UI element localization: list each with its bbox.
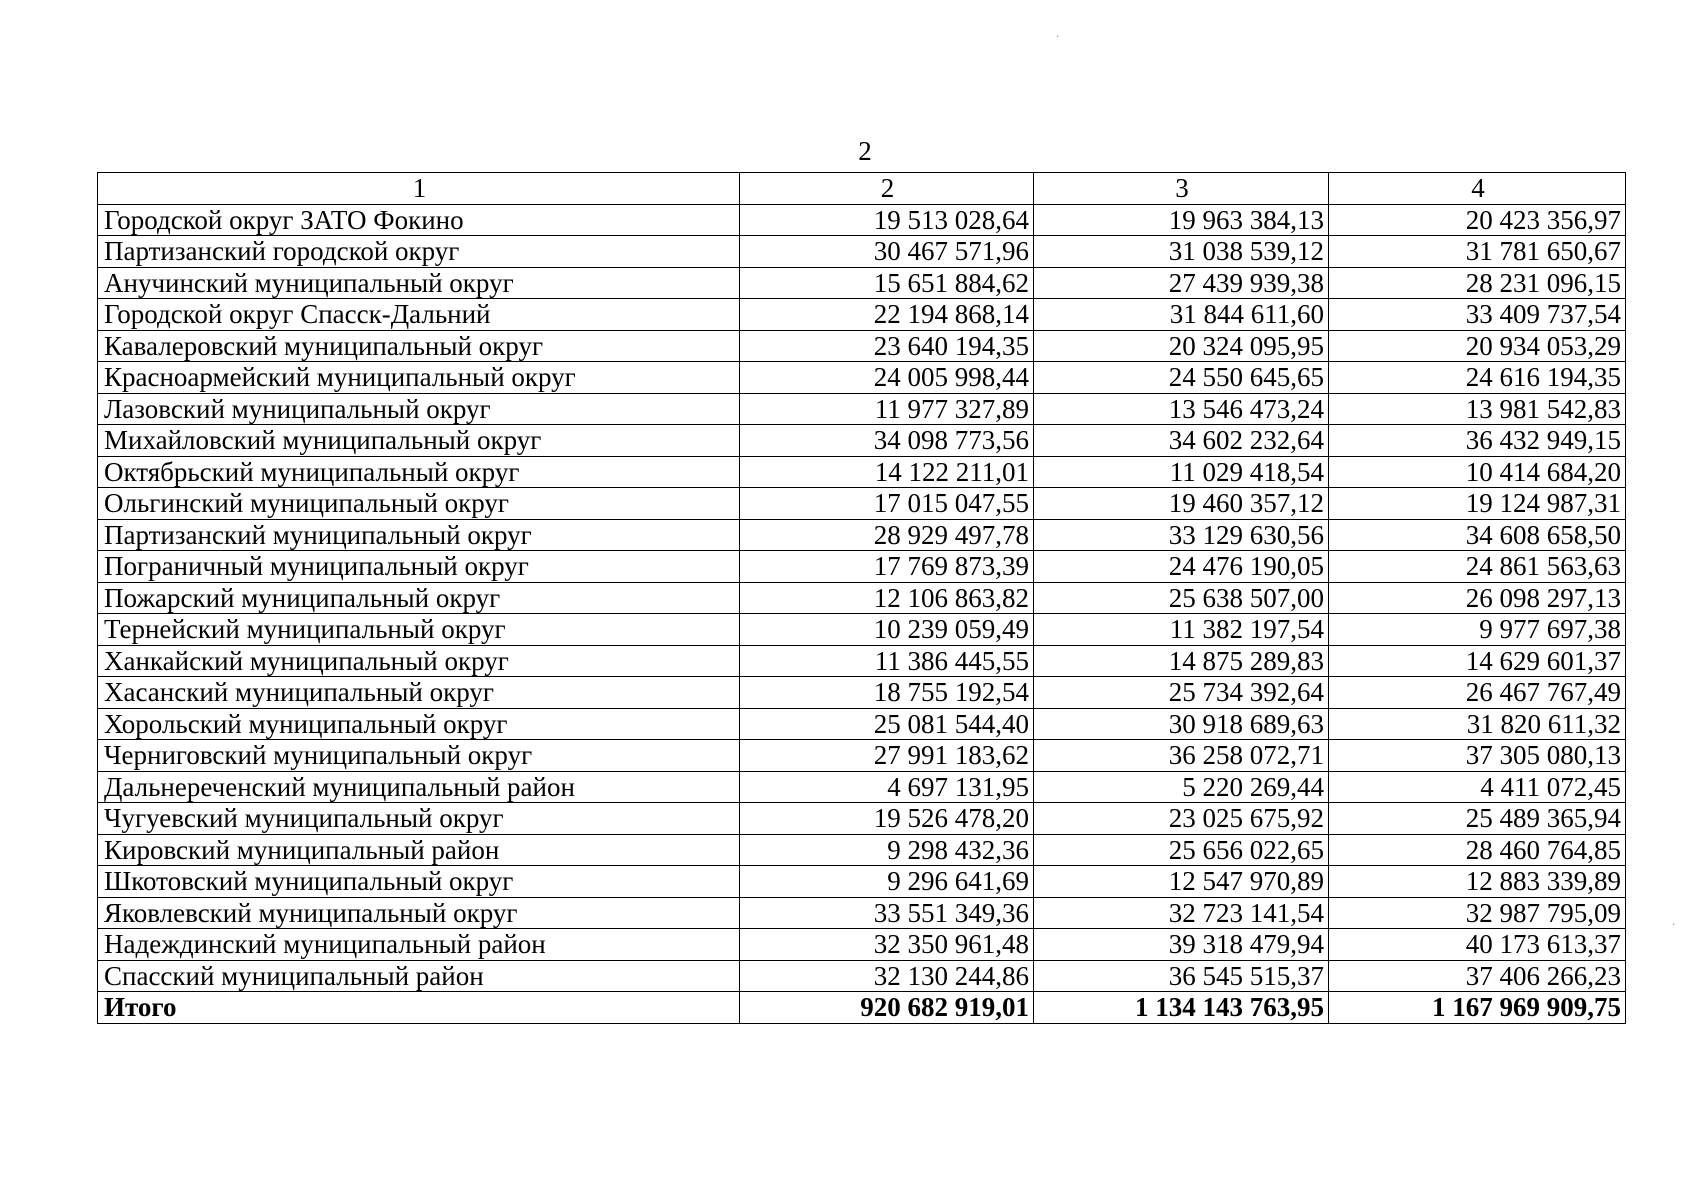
column-2-value-cell: 10 239 059,49 xyxy=(740,614,1034,646)
table-row xyxy=(98,488,1626,520)
district-name-cell: Шкотовский муниципальный округ xyxy=(98,866,740,898)
table-row xyxy=(98,299,1626,331)
scan-speck: · xyxy=(1672,920,1676,931)
total-row xyxy=(98,992,1626,1024)
column-2-value-cell: 25 081 544,40 xyxy=(740,708,1034,740)
column-3-value-cell: 23 025 675,92 xyxy=(1034,803,1329,835)
column-3-value-cell: 1 134 143 763,95 xyxy=(1034,992,1329,1024)
table-header-row xyxy=(98,173,1626,205)
column-3-value-cell: 34 602 232,64 xyxy=(1034,425,1329,457)
table-row xyxy=(98,582,1626,614)
column-3-value-cell: 24 550 645,65 xyxy=(1034,362,1329,394)
column-4-value-cell: 13 981 542,83 xyxy=(1329,393,1626,425)
column-3-value-cell: 11 029 418,54 xyxy=(1034,456,1329,488)
district-name-cell: Надеждинский муниципальный район xyxy=(98,929,740,961)
column-3-value-cell: 24 476 190,05 xyxy=(1034,551,1329,583)
table-row xyxy=(98,614,1626,646)
table-row xyxy=(98,456,1626,488)
column-4-value-cell: 26 467 767,49 xyxy=(1329,677,1626,709)
column-2-value-cell: 28 929 497,78 xyxy=(740,519,1034,551)
column-4-value-cell: 9 977 697,38 xyxy=(1329,614,1626,646)
column-4-value-cell: 1 167 969 909,75 xyxy=(1329,992,1626,1024)
district-name-cell: Черниговский муниципальный округ xyxy=(98,740,740,772)
district-name-cell: Пограничный муниципальный округ xyxy=(98,551,740,583)
column-4-value-cell: 37 305 080,13 xyxy=(1329,740,1626,772)
district-name-cell: Михайловский муниципальный округ xyxy=(98,425,740,457)
column-3-value-cell: 11 382 197,54 xyxy=(1034,614,1329,646)
column-4-value-cell: 33 409 737,54 xyxy=(1329,299,1626,331)
scan-speck: · xyxy=(1056,32,1060,43)
table-row xyxy=(98,740,1626,772)
column-2-value-cell: 33 551 349,36 xyxy=(740,897,1034,929)
column-3-value-cell: 27 439 939,38 xyxy=(1034,267,1329,299)
district-name-cell: Лазовский муниципальный округ xyxy=(98,393,740,425)
data-table xyxy=(97,172,1626,1024)
district-name-cell: Анучинский муниципальный округ xyxy=(98,267,740,299)
table-row xyxy=(98,393,1626,425)
column-3-value-cell: 31 844 611,60 xyxy=(1034,299,1329,331)
table-row xyxy=(98,204,1626,236)
district-name-cell: Дальнереченский муниципальный район xyxy=(98,771,740,803)
district-name-cell: Кировский муниципальный район xyxy=(98,834,740,866)
table-row xyxy=(98,267,1626,299)
column-2-value-cell: 17 769 873,39 xyxy=(740,551,1034,583)
column-2-value-cell: 24 005 998,44 xyxy=(740,362,1034,394)
column-2-value-cell: 19 513 028,64 xyxy=(740,204,1034,236)
column-3-value-cell: 25 656 022,65 xyxy=(1034,834,1329,866)
column-2-value-cell: 14 122 211,01 xyxy=(740,456,1034,488)
column-3-value-cell: 13 546 473,24 xyxy=(1034,393,1329,425)
column-2-value-cell: 9 296 641,69 xyxy=(740,866,1034,898)
column-header: 2 xyxy=(740,173,1034,205)
page-number: 2 xyxy=(858,136,872,166)
column-4-value-cell: 40 173 613,37 xyxy=(1329,929,1626,961)
column-3-value-cell: 19 460 357,12 xyxy=(1034,488,1329,520)
column-4-value-cell: 37 406 266,23 xyxy=(1329,960,1626,992)
column-3-value-cell: 19 963 384,13 xyxy=(1034,204,1329,236)
column-4-value-cell: 31 781 650,67 xyxy=(1329,236,1626,268)
district-name-cell: Спасский муниципальный район xyxy=(98,960,740,992)
column-4-value-cell: 25 489 365,94 xyxy=(1329,803,1626,835)
district-name-cell: Партизанский муниципальный округ xyxy=(98,519,740,551)
district-name-cell: Ханкайский муниципальный округ xyxy=(98,645,740,677)
column-4-value-cell: 34 608 658,50 xyxy=(1329,519,1626,551)
table-row xyxy=(98,803,1626,835)
table-row xyxy=(98,834,1626,866)
district-name-cell: Итого xyxy=(98,992,740,1024)
table-row xyxy=(98,960,1626,992)
column-2-value-cell: 32 130 244,86 xyxy=(740,960,1034,992)
column-4-value-cell: 19 124 987,31 xyxy=(1329,488,1626,520)
table-row xyxy=(98,708,1626,740)
column-3-value-cell: 30 918 689,63 xyxy=(1034,708,1329,740)
column-2-value-cell: 11 977 327,89 xyxy=(740,393,1034,425)
column-3-value-cell: 36 258 072,71 xyxy=(1034,740,1329,772)
column-3-value-cell: 12 547 970,89 xyxy=(1034,866,1329,898)
column-2-value-cell: 34 098 773,56 xyxy=(740,425,1034,457)
column-4-value-cell: 31 820 611,32 xyxy=(1329,708,1626,740)
column-2-value-cell: 15 651 884,62 xyxy=(740,267,1034,299)
column-3-value-cell: 5 220 269,44 xyxy=(1034,771,1329,803)
column-3-value-cell: 36 545 515,37 xyxy=(1034,960,1329,992)
column-4-value-cell: 26 098 297,13 xyxy=(1329,582,1626,614)
column-2-value-cell: 19 526 478,20 xyxy=(740,803,1034,835)
column-2-value-cell: 11 386 445,55 xyxy=(740,645,1034,677)
column-2-value-cell: 23 640 194,35 xyxy=(740,330,1034,362)
column-4-value-cell: 12 883 339,89 xyxy=(1329,866,1626,898)
table-row xyxy=(98,236,1626,268)
column-2-value-cell: 12 106 863,82 xyxy=(740,582,1034,614)
column-2-value-cell: 9 298 432,36 xyxy=(740,834,1034,866)
table-row xyxy=(98,771,1626,803)
column-4-value-cell: 36 432 949,15 xyxy=(1329,425,1626,457)
district-name-cell: Партизанский городской округ xyxy=(98,236,740,268)
column-3-value-cell: 20 324 095,95 xyxy=(1034,330,1329,362)
column-4-value-cell: 20 934 053,29 xyxy=(1329,330,1626,362)
table-row xyxy=(98,677,1626,709)
column-2-value-cell: 22 194 868,14 xyxy=(740,299,1034,331)
table-row xyxy=(98,645,1626,677)
column-2-value-cell: 32 350 961,48 xyxy=(740,929,1034,961)
district-name-cell: Кавалеровский муниципальный округ xyxy=(98,330,740,362)
column-2-value-cell: 920 682 919,01 xyxy=(740,992,1034,1024)
column-3-value-cell: 25 734 392,64 xyxy=(1034,677,1329,709)
column-4-value-cell: 4 411 072,45 xyxy=(1329,771,1626,803)
district-name-cell: Чугуевский муниципальный округ xyxy=(98,803,740,835)
district-name-cell: Хорольский муниципальный округ xyxy=(98,708,740,740)
district-name-cell: Октябрьский муниципальный округ xyxy=(98,456,740,488)
column-header: 4 xyxy=(1329,173,1626,205)
district-name-cell: Тернейский муниципальный округ xyxy=(98,614,740,646)
column-3-value-cell: 32 723 141,54 xyxy=(1034,897,1329,929)
district-name-cell: Красноармейский муниципальный округ xyxy=(98,362,740,394)
column-2-value-cell: 18 755 192,54 xyxy=(740,677,1034,709)
district-name-cell: Городской округ ЗАТО Фокино xyxy=(98,204,740,236)
table-row xyxy=(98,330,1626,362)
table-row xyxy=(98,425,1626,457)
district-name-cell: Пожарский муниципальный округ xyxy=(98,582,740,614)
district-name-cell: Яковлевский муниципальный округ xyxy=(98,897,740,929)
column-3-value-cell: 25 638 507,00 xyxy=(1034,582,1329,614)
column-header: 3 xyxy=(1034,173,1329,205)
column-4-value-cell: 20 423 356,97 xyxy=(1329,204,1626,236)
table-row xyxy=(98,519,1626,551)
district-name-cell: Хасанский муниципальный округ xyxy=(98,677,740,709)
column-4-value-cell: 24 861 563,63 xyxy=(1329,551,1626,583)
table-row xyxy=(98,362,1626,394)
column-4-value-cell: 10 414 684,20 xyxy=(1329,456,1626,488)
column-2-value-cell: 30 467 571,96 xyxy=(740,236,1034,268)
table-row xyxy=(98,929,1626,961)
district-name-cell: Ольгинский муниципальный округ xyxy=(98,488,740,520)
column-3-value-cell: 31 038 539,12 xyxy=(1034,236,1329,268)
column-2-value-cell: 27 991 183,62 xyxy=(740,740,1034,772)
column-3-value-cell: 14 875 289,83 xyxy=(1034,645,1329,677)
column-2-value-cell: 4 697 131,95 xyxy=(740,771,1034,803)
table-body xyxy=(98,204,1626,1023)
column-4-value-cell: 28 231 096,15 xyxy=(1329,267,1626,299)
column-3-value-cell: 39 318 479,94 xyxy=(1034,929,1329,961)
table-row xyxy=(98,897,1626,929)
column-4-value-cell: 32 987 795,09 xyxy=(1329,897,1626,929)
column-4-value-cell: 28 460 764,85 xyxy=(1329,834,1626,866)
column-4-value-cell: 14 629 601,37 xyxy=(1329,645,1626,677)
column-3-value-cell: 33 129 630,56 xyxy=(1034,519,1329,551)
district-name-cell: Городской округ Спасск-Дальний xyxy=(98,299,740,331)
column-header: 1 xyxy=(98,173,740,205)
table-row xyxy=(98,866,1626,898)
column-4-value-cell: 24 616 194,35 xyxy=(1329,362,1626,394)
column-2-value-cell: 17 015 047,55 xyxy=(740,488,1034,520)
table-row xyxy=(98,551,1626,583)
